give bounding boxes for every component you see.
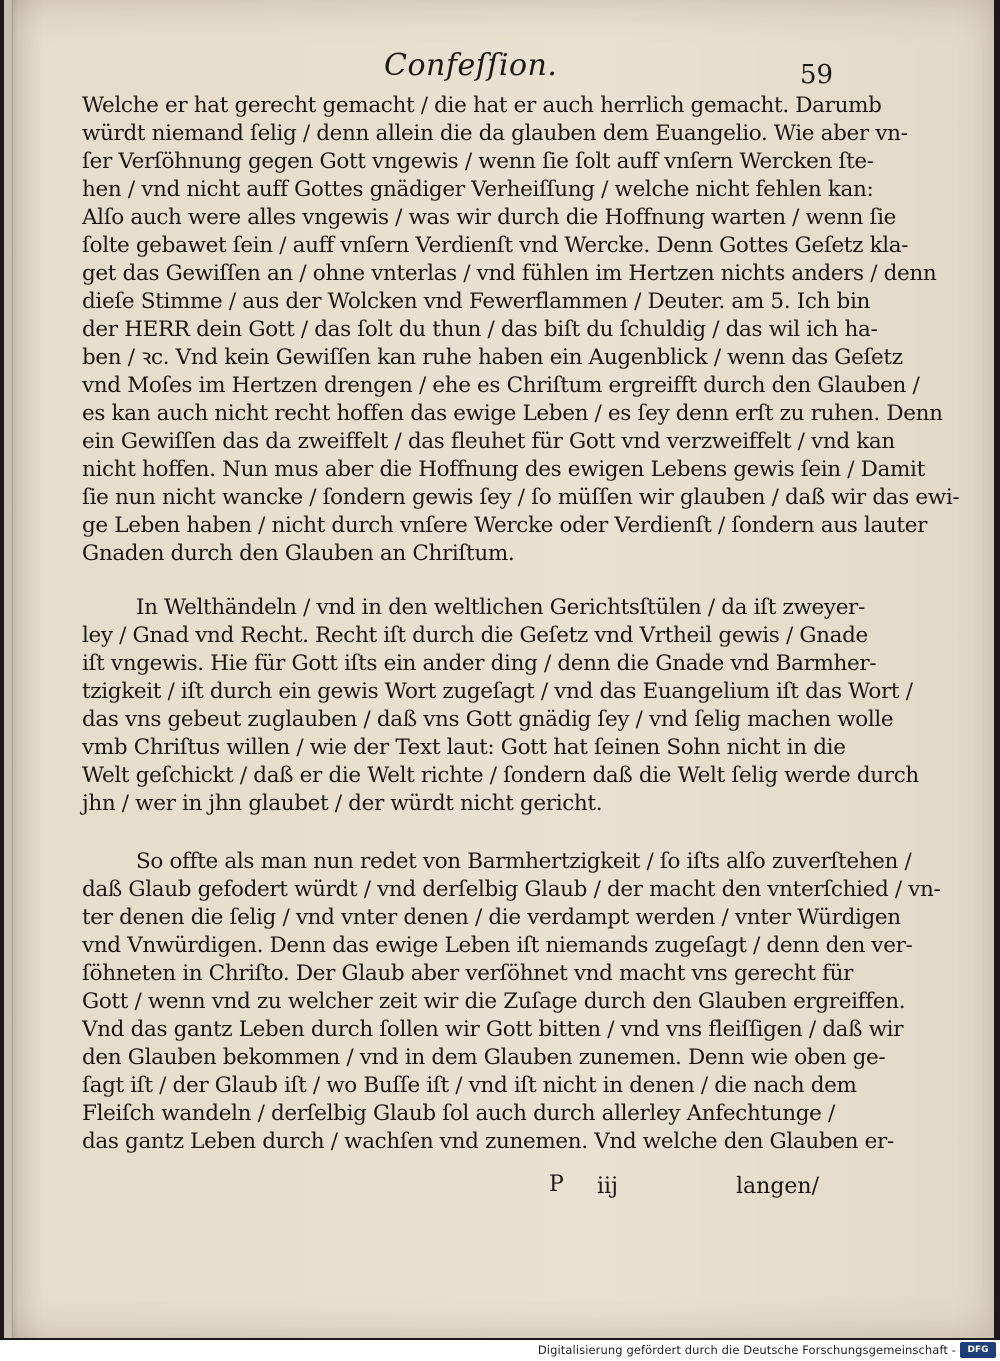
text-line: das vns gebeut zuglauben / daß vns Gott gnädig ſey / vnd ſelig machen wolle	[82, 707, 894, 732]
text-line: In Welthändeln / vnd in den weltlichen Gerichtsſtülen / da iſt zweyer-	[136, 595, 865, 620]
funding-credit: Digitalisierung gefördert durch die Deutsche Forschungsgemeinschaft -	[537, 1343, 956, 1357]
text-line: ſer Verſöhnung gegen Gott vngewis / wenn ſie ſolt auff vnſern Wercken ſte-	[82, 149, 874, 174]
signature-line	[549, 1172, 819, 1202]
text-line: Vnd das gantz Leben durch ſollen wir Gott bitten / vnd vns fleiſſigen / daß wir	[82, 1017, 904, 1042]
text-line: vmb Chriſtus willen / wie der Text laut: Gott hat ſeinen Sohn nicht in die	[82, 735, 846, 760]
text-line: ſolte gebawet ſein / auff vnſern Verdienſt vnd Wercke. Denn Gottes Geſetz kla-	[82, 233, 909, 258]
text-line: das gantz Leben durch / wachſen vnd zunemen. Vnd welche den Glauben er-	[82, 1129, 894, 1154]
text-line: vnd Moſes im Hertzen drengen / ehe es Chriſtum ergreifft durch den Glauben /	[82, 373, 920, 398]
text-line: Welche er hat gerecht gemacht / die hat er auch herrlich gemacht. Darumb	[82, 93, 882, 118]
running-title: Confeſſion.	[384, 48, 558, 83]
text-line: den Glauben bekommen / vnd in dem Glauben zunemen. Denn wie oben ge-	[82, 1045, 886, 1070]
text-line: würdt niemand ſelig / denn allein die da glauben dem Euangelio. Wie aber vn-	[82, 121, 908, 146]
text-line: dieſe Stimme / aus der Wolcken vnd Fewerflammen / Deuter. am 5. Ich bin	[82, 289, 870, 314]
text-line: ſöhneten in Chriſto. Der Glaub aber verſöhnet vnd macht vns gerecht für	[82, 961, 854, 986]
footer-bar	[0, 1340, 1000, 1361]
text-line: der HERR dein Gott / das ſolt du thun / das biſt du ſchuldig / das wil ich ha-	[82, 317, 878, 342]
text-line: get das Gewiſſen an / ohne vnterlas / vnd fühlen im Hertzen nichts anders / denn	[82, 261, 937, 286]
signature-letter: P	[549, 1172, 564, 1197]
text-line: Alſo auch were alles vngewis / was wir durch die Hoffnung warten / wenn ſie	[82, 205, 896, 230]
text-line: iſt vngewis. Hie für Gott iſts ein ander ding / denn die Gnade vnd Barmher-	[82, 651, 877, 676]
text-line: So offte als man nun redet von Barmhertzigkeit / ſo iſts alſo zuverſtehen /	[136, 849, 912, 874]
text-line: ter denen die ſelig / vnd vnter denen / die verdampt werden / vnter Würdigen	[82, 905, 901, 930]
book-page-scan	[4, 0, 994, 1338]
text-line: Welt geſchickt / daß er die Welt richte / ſondern daß die Welt ſelig werde durch	[82, 763, 919, 788]
signature-number: iij	[597, 1174, 618, 1199]
text-line: ſagt iſt / der Glaub iſt / wo Buſſe iſt / vnd iſt nicht in denen / die nach dem	[82, 1073, 857, 1098]
text-line: hen / vnd nicht auff Gottes gnädiger Verheiſſung / welche nicht fehlen kan:	[82, 177, 874, 202]
catchword: langen/	[736, 1174, 820, 1199]
dfg-logo: DFG	[960, 1342, 996, 1358]
text-line: es kan auch nicht recht hoffen das ewige Leben / es ſey denn erſt zu ruhen. Denn	[82, 401, 943, 426]
text-line: ein Gewiſſen das da zweiffelt / das fleuhet für Gott vnd verzweiffelt / vnd kan	[82, 429, 895, 454]
page-number: 59	[800, 60, 834, 90]
text-line: vnd Vnwürdigen. Denn das ewige Leben iſt niemands zugeſagt / denn den ver-	[82, 933, 913, 958]
text-line: jhn / wer in jhn glaubet / der würdt nicht gericht.	[82, 791, 603, 816]
text-line: ſie nun nicht wancke / ſondern gewis ſey / ſo müſſen wir glauben / daß wir das ewi-	[82, 485, 960, 510]
text-line: Fleiſch wandeln / derſelbig Glaub ſol auch durch allerley Anfechtunge /	[82, 1101, 835, 1126]
text-line: daß Glaub gefodert würdt / vnd derſelbig Glaub / der macht den vnterſchied / vn-	[82, 877, 941, 902]
text-line: nicht hoffen. Nun mus aber die Hoffnung des ewigen Lebens gewis ſein / Damit	[82, 457, 925, 482]
text-line: ben / ꝛc. Vnd kein Gewiſſen kan ruhe haben ein Augenblick / wenn das Geſetz	[82, 345, 903, 370]
text-line: ley / Gnad vnd Recht. Recht iſt durch die Geſetz vnd Vrtheil gewis / Gnade	[82, 623, 868, 648]
text-line: tzigkeit / iſt durch ein gewis Wort zugeſagt / vnd das Euangelium iſt das Wort /	[82, 679, 913, 704]
text-line: ge Leben haben / nicht durch vnſere Wercke oder Verdienſt / ſondern aus lauter	[82, 513, 928, 538]
text-line: Gott / wenn vnd zu welcher zeit wir die Zuſage durch den Glauben ergreiffen.	[82, 989, 906, 1014]
text-line: Gnaden durch den Glauben an Chriſtum.	[82, 541, 515, 566]
